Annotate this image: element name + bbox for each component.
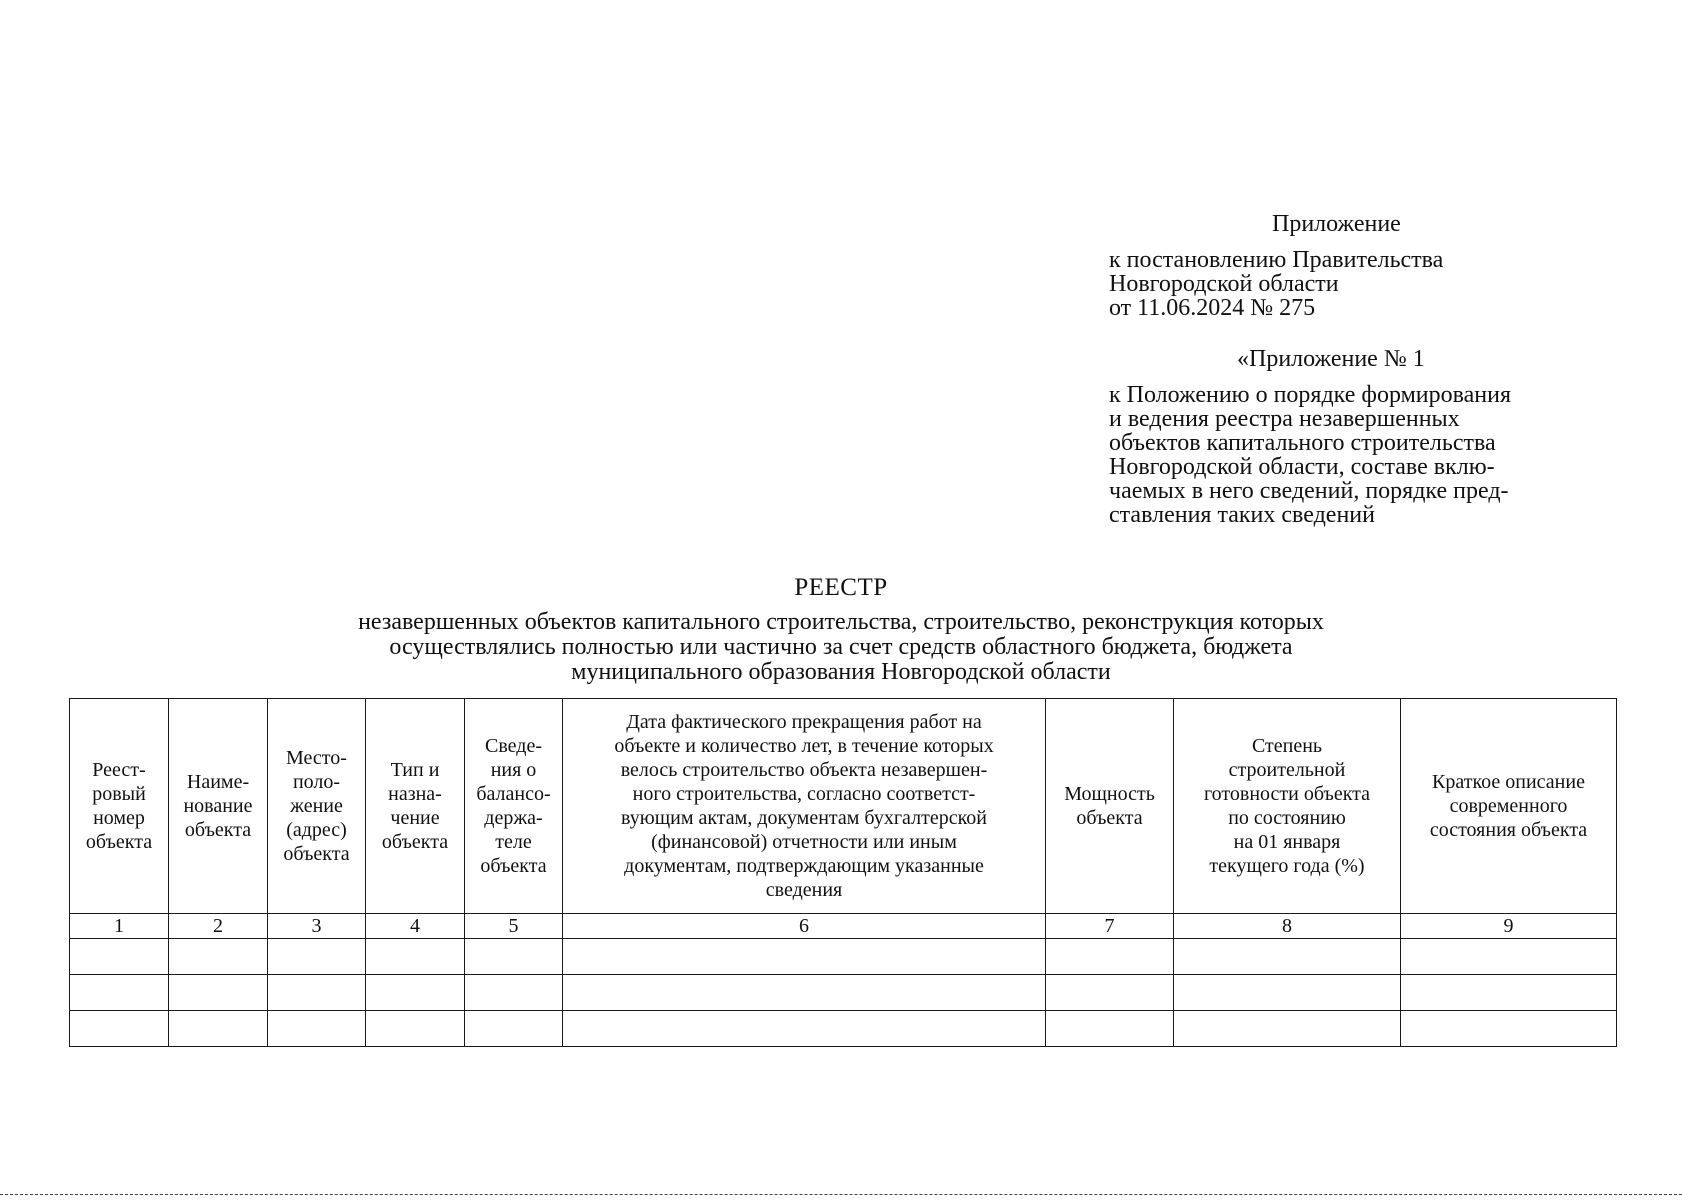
- column-number-cell: 9: [1401, 914, 1617, 939]
- column-number-cell: 3: [268, 914, 366, 939]
- page-bottom-rule: [0, 1194, 1682, 1195]
- table-cell: [169, 939, 268, 975]
- column-header-line: нование: [183, 795, 253, 817]
- table-cell: [70, 939, 169, 975]
- column-header-line: ного строительства, согласно соответст-: [632, 783, 976, 805]
- column-header-line: по состоянию: [1228, 807, 1346, 829]
- table-cell: [1401, 939, 1617, 975]
- table-cell: [563, 1011, 1046, 1047]
- table-cell: [1174, 1011, 1401, 1047]
- column-header-9: [1401, 699, 1617, 914]
- column-header-line: ровый: [92, 783, 146, 805]
- appendix-line: от 11.06.2024 № 275: [1109, 295, 1316, 321]
- column-header-line: назна-: [388, 783, 442, 805]
- column-header-line: строительной: [1228, 759, 1346, 781]
- table-row: [70, 939, 1617, 975]
- table-cell: [268, 975, 366, 1011]
- table-cell: [465, 939, 563, 975]
- appendix-block: [1109, 212, 1629, 320]
- column-header-line: (финансовой) отчетности или иным: [651, 831, 957, 853]
- appendix-2-lines: [1109, 383, 1629, 527]
- table-cell: [1046, 1011, 1174, 1047]
- appendix-2-line: к Положению о порядке формирования: [1109, 382, 1512, 408]
- column-header-line: текущего года (%): [1209, 855, 1365, 877]
- table-cell: [169, 975, 268, 1011]
- column-header-2: [169, 699, 268, 914]
- column-header-line: объекта: [283, 843, 350, 865]
- column-header-line: сведения: [765, 879, 843, 901]
- table-row: [70, 975, 1617, 1011]
- column-header-line: велось строительство объекта незавершен-: [620, 759, 988, 781]
- column-header-line: теле: [495, 831, 532, 853]
- appendix-2-line: чаемых в него сведений, порядке пред-: [1109, 478, 1509, 504]
- column-header-3: [268, 699, 366, 914]
- column-number-cell: 2: [169, 914, 268, 939]
- appendix-line: к постановлению Правительства: [1109, 247, 1444, 273]
- column-header-line: Краткое описание: [1432, 771, 1585, 793]
- column-number-cell: 7: [1046, 914, 1174, 939]
- table-cell: [1046, 939, 1174, 975]
- column-header-4: [366, 699, 465, 914]
- table-cell: [70, 975, 169, 1011]
- table-cell: [268, 939, 366, 975]
- appendix-title: Приложение: [1272, 211, 1401, 237]
- header-row: [70, 699, 1617, 914]
- column-header-line: Мощность: [1064, 783, 1155, 805]
- appendix-block-2: [1109, 347, 1629, 527]
- column-header-line: объекта: [184, 819, 252, 841]
- table-cell: [366, 975, 465, 1011]
- column-header-line: Наиме-: [186, 771, 250, 793]
- table-cell: [465, 975, 563, 1011]
- column-header-line: Место-: [286, 747, 347, 769]
- column-number-cell: 8: [1174, 914, 1401, 939]
- column-header-line: ния о: [490, 759, 537, 781]
- table-cell: [1174, 939, 1401, 975]
- column-number-row: [70, 914, 1617, 939]
- registry-table: [69, 698, 1617, 1047]
- column-header-line: (адрес): [286, 819, 347, 841]
- registry-subtitle: [200, 610, 1482, 685]
- column-number-cell: 5: [465, 914, 563, 939]
- table-cell: [1401, 975, 1617, 1011]
- registry-subtitle-line: муниципального образования Новгородской области: [571, 659, 1111, 685]
- table-cell: [563, 939, 1046, 975]
- appendix-2-title: «Приложение № 1: [1237, 346, 1425, 372]
- column-header-6: [563, 699, 1046, 914]
- column-header-line: балансо-: [476, 783, 551, 805]
- column-header-line: Реест-: [92, 759, 146, 781]
- column-header-line: номер: [93, 807, 145, 829]
- column-header-line: объекта: [1076, 807, 1143, 829]
- column-header-line: Степень: [1251, 735, 1323, 757]
- appendix-2-line: Новгородской области, составе вклю-: [1109, 454, 1495, 480]
- column-header-line: чение: [390, 807, 440, 829]
- column-header-line: Дата фактического прекращения работ на: [626, 711, 982, 733]
- column-number-cell: 6: [563, 914, 1046, 939]
- column-number-cell: 4: [366, 914, 465, 939]
- table-cell: [169, 1011, 268, 1047]
- column-header-8: [1174, 699, 1401, 914]
- registry-title: РЕЕСТР: [794, 574, 888, 601]
- table-row: [70, 1011, 1617, 1047]
- registry-subtitle-line: осуществлялись полностью или частично за счет средств областного бюджета, бюджета: [389, 634, 1293, 660]
- column-header-line: Тип и: [390, 759, 440, 781]
- column-header-line: современного: [1449, 795, 1568, 817]
- table-cell: [70, 1011, 169, 1047]
- column-header-line: состояния объекта: [1429, 819, 1588, 841]
- table-cell: [1401, 1011, 1617, 1047]
- registry-subtitle-line: незавершенных объектов капитального строительства, строительство, реконструкция которых: [358, 609, 1324, 635]
- column-header-line: готовности объекта: [1203, 783, 1371, 805]
- table-cell: [1174, 975, 1401, 1011]
- column-header-line: Сведе-: [485, 735, 542, 757]
- table-cell: [1046, 975, 1174, 1011]
- column-header-line: держа-: [484, 807, 543, 829]
- column-header-line: жение: [290, 795, 343, 817]
- column-header-1: [70, 699, 169, 914]
- appendix-line: Новгородской области: [1109, 271, 1339, 297]
- column-header-5: [465, 699, 563, 914]
- table-cell: [268, 1011, 366, 1047]
- table-cell: [366, 1011, 465, 1047]
- table-cell: [366, 939, 465, 975]
- column-number-cell: 1: [70, 914, 169, 939]
- table-cell: [465, 1011, 563, 1047]
- column-header-line: вующим актам, документам бухгалтерской: [621, 807, 987, 829]
- appendix-2-line: объектов капитального строительства: [1109, 430, 1496, 456]
- column-header-7: [1046, 699, 1174, 914]
- table-cell: [563, 975, 1046, 1011]
- column-header-line: объекта: [381, 831, 449, 853]
- appendix-lines: [1109, 248, 1629, 320]
- column-header-line: документам, подтверждающим указанные: [624, 855, 984, 877]
- column-header-line: поло-: [292, 771, 341, 793]
- appendix-2-line: ставления таких сведений: [1109, 502, 1375, 528]
- column-header-line: на 01 января: [1233, 831, 1341, 853]
- column-header-line: объекте и количество лет, в течение которых: [614, 735, 994, 757]
- column-header-line: объекта: [85, 831, 153, 853]
- appendix-2-line: и ведения реестра незавершенных: [1109, 406, 1460, 432]
- column-header-line: объекта: [480, 855, 547, 877]
